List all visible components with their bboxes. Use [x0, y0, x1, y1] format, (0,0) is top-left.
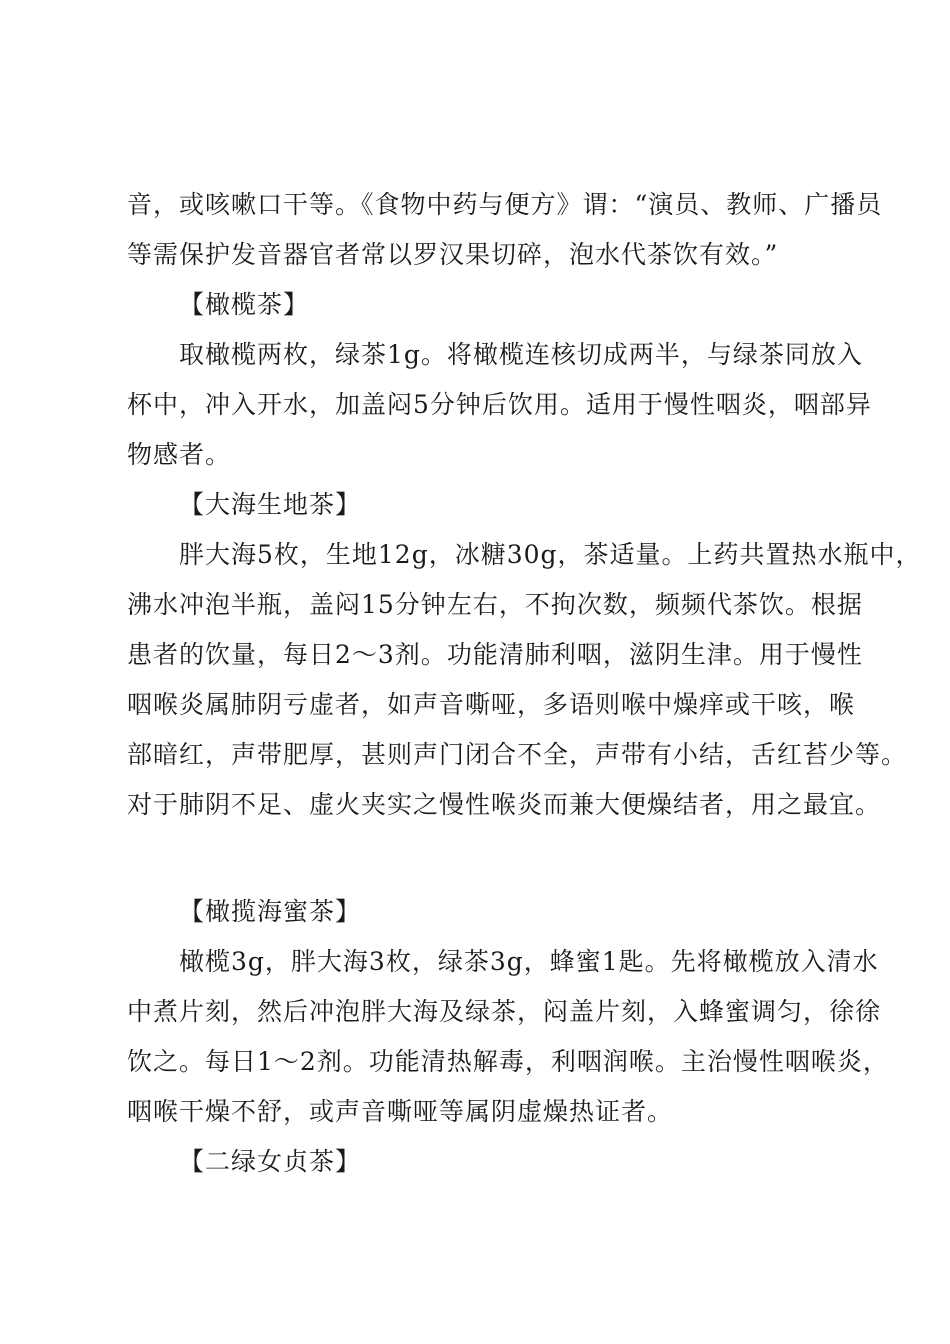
- intro-line-2: 等需保护发音器官者常以罗汉果切碎，泡水代茶饮有效。”: [127, 240, 779, 269]
- paragraph-line: 患者的饮量，每日2～3剂。功能清肺利咽，滋阴生津。用于慢性: [127, 640, 863, 669]
- section-heading-olive-tea: 【橄榄茶】: [179, 290, 310, 319]
- paragraph-line: 沸水冲泡半瓶，盖闷15分钟左右，不拘次数，频频代茶饮。根据: [127, 590, 863, 619]
- paragraph-line: 饮之。每日1～2剂。功能清热解毒，利咽润喉。主治慢性咽喉炎，: [127, 1047, 889, 1076]
- section-heading-dahai-shengdi-tea: 【大海生地茶】: [179, 490, 362, 519]
- paragraph-line: 取橄榄两枚，绿茶1g。将橄榄连核切成两半，与绿茶同放入: [179, 340, 863, 369]
- paragraph-line: 中煮片刻，然后冲泡胖大海及绿茶，闷盖片刻，入蜂蜜调匀，徐徐: [127, 997, 882, 1026]
- section-heading-erlv-nvzhen-tea: 【二绿女贞茶】: [179, 1147, 362, 1176]
- paragraph-line: 杯中，冲入开水，加盖闷5分钟后饮用。适用于慢性咽炎，咽部异: [127, 390, 872, 419]
- section-heading-olive-honey-tea: 【橄揽海蜜茶】: [179, 897, 362, 926]
- paragraph-line: 对于肺阴不足、虚火夹实之慢性喉炎而兼大便燥结者，用之最宜。: [127, 790, 882, 819]
- paragraph-line: 部暗红，声带肥厚，甚则声门闭合不全，声带有小结，舌红苔少等。: [127, 740, 908, 769]
- intro-line-1: 音，或咳嗽口干等。《食物中药与便方》谓：“演员、教师、广播员: [127, 190, 883, 219]
- paragraph-line: 橄榄3g，胖大海3枚，绿茶3g，蜂蜜1匙。先将橄榄放入清水: [179, 947, 879, 976]
- paragraph-line: 物感者。: [127, 440, 232, 469]
- paragraph-line: 胖大海5枚，生地12g，冰糖30g，茶适量。上药共置热水瓶中，: [179, 540, 922, 569]
- paragraph-line: 咽喉干燥不舒，或声音嘶哑等属阴虚燥热证者。: [127, 1097, 674, 1126]
- document-page: [127, 180, 922, 1187]
- paragraph-line: 咽喉炎属肺阴亏虚者，如声音嘶哑，多语则喉中燥痒或干咳，喉: [127, 690, 856, 719]
- section-spacer: [127, 830, 837, 887]
